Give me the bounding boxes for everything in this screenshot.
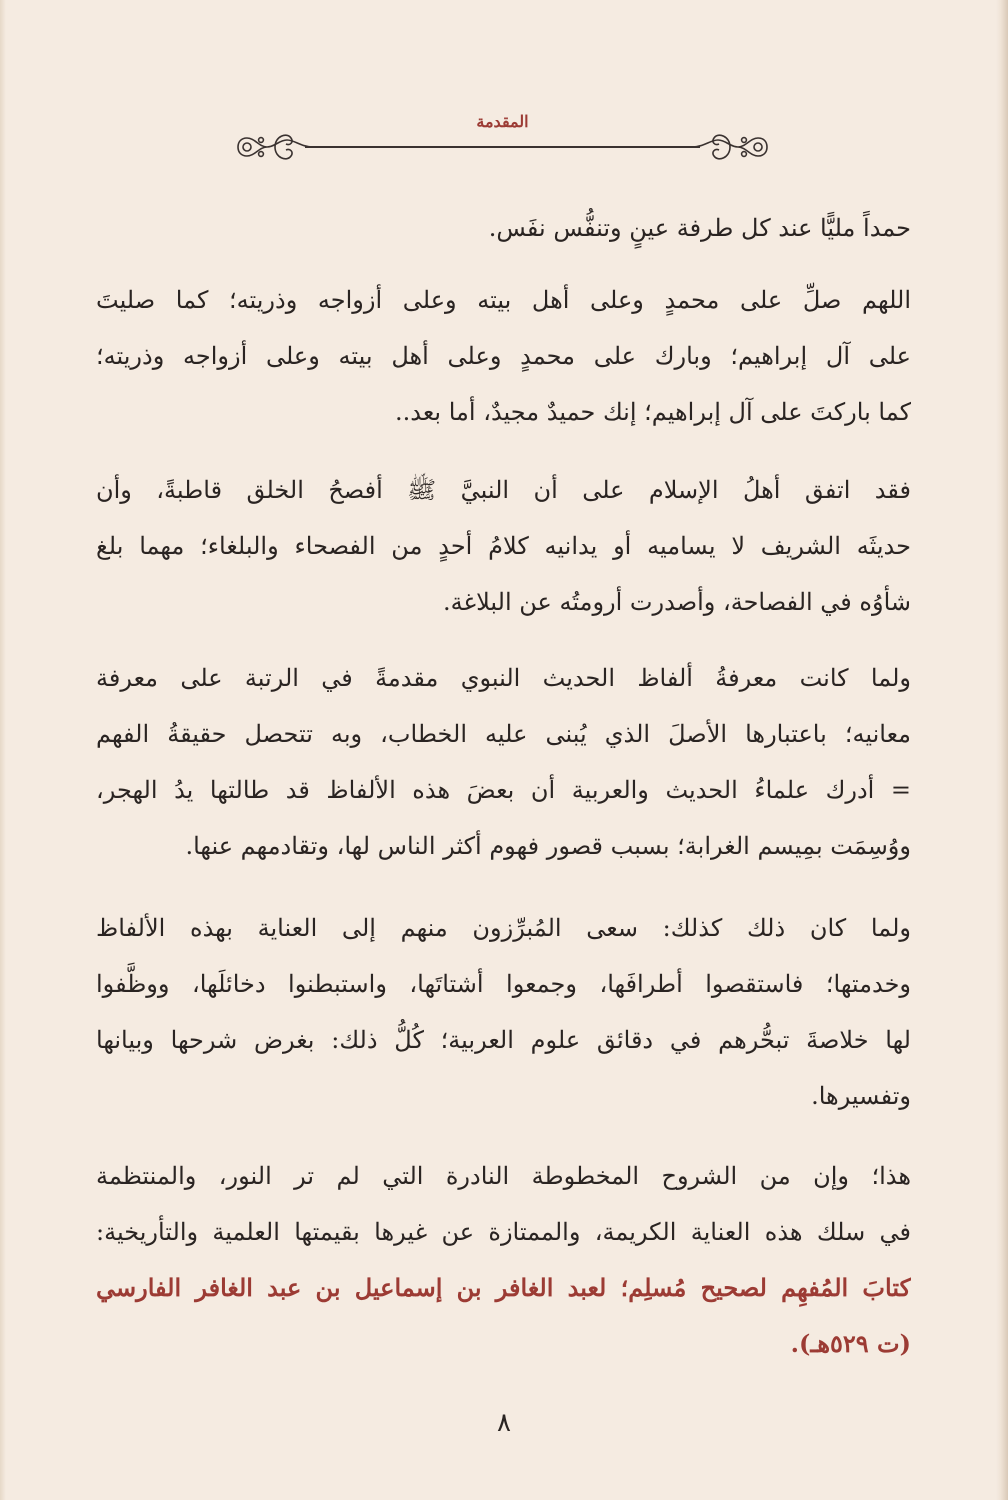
text-line: هذا؛ وإن من الشروح المخطوطة النادرة التي لم تر النور، والمنتظمة bbox=[96, 1162, 911, 1190]
paragraph bbox=[96, 650, 911, 874]
text-line: لها خلاصةَ تبحُّرهم في دقائق علوم العربية؛ كُلُّ ذلك: بغرض شرحها وبيانها bbox=[96, 1026, 911, 1054]
text-line: اللهم صلِّ على محمدٍ وعلى أهل بيته وعلى أزواجه وذريته؛ كما صليتَ bbox=[96, 286, 911, 314]
text-line: ووُسِمَت بمِيسم الغرابة؛ بسبب قصور فهوم أكثر الناس لها، وتقادمهم عنها. bbox=[185, 832, 911, 860]
paragraph bbox=[96, 200, 911, 256]
scroll-flourish-icon bbox=[690, 128, 770, 166]
text-line: وتفسيرها. bbox=[811, 1082, 911, 1110]
text-line: ولما كان ذلك كذلك: سعى المُبرِّزون منهم إلى العناية بهذه الألفاظ bbox=[96, 914, 911, 942]
text-line: حديثَه الشريف لا يساميه أو يدانيه كلامُ أحدٍ من الفصحاء والبلغاء؛ مهما بلغ bbox=[96, 532, 911, 560]
paragraph bbox=[96, 1148, 911, 1372]
page-title: المقدمة bbox=[476, 112, 529, 131]
text-line: شأوُه في الفصاحة، وأصدرت أرومتُه عن البلاغة. bbox=[443, 588, 911, 616]
paragraph bbox=[96, 900, 911, 1124]
text-line: على آل إبراهيم؛ وبارك على محمدٍ وعلى أهل بيته وعلى أزواجه وذريته؛ bbox=[96, 342, 911, 370]
text-line: حمداً مليًّا عند كل طرفة عينٍ وتنفُّس نفَس. bbox=[488, 214, 911, 242]
page-right-edge bbox=[996, 0, 1008, 1500]
text-line: فقد اتفق أهلُ الإسلام على أن النبيَّ ﷺ أفصحُ الخلق قاطبةً، وأن bbox=[96, 476, 911, 504]
text-line: ولما كانت معرفةُ ألفاظ الحديث النبوي مقدمةً في الرتبة على معرفة bbox=[96, 664, 911, 692]
text-line: معانيه؛ باعتبارها الأصلَ الذي يُبنى عليه الخطاب، وبه تتحصل حقيقةُ الفهم bbox=[96, 720, 911, 748]
scroll-flourish-icon bbox=[235, 128, 315, 166]
text-line: = أدرك علماءُ الحديث والعربية أن بعضَ هذه الألفاظ قد طالتها يدُ الهجر، bbox=[96, 776, 911, 804]
text-line: في سلك هذه العناية الكريمة، والممتازة عن غيرها بقيمتها العلمية والتأريخية: bbox=[96, 1218, 911, 1246]
page-left-edge bbox=[0, 0, 6, 1500]
header-rule bbox=[305, 146, 700, 148]
paragraph bbox=[96, 462, 911, 630]
running-header bbox=[235, 112, 770, 162]
paragraph bbox=[96, 272, 911, 440]
book-title-line: (ت ٥٢٩هـ). bbox=[790, 1329, 911, 1358]
text-line: وخدمتها؛ فاستقصوا أطرافَها، وجمعوا أشتاتَها، واستبطنوا دخائلَها، ووظَّفوا bbox=[96, 970, 911, 998]
book-title-line: كتابَ المُفهِم لصحيح مُسلِم؛ لعبد الغافر بن إسماعيل بن عبد الغافر الفارسي bbox=[96, 1273, 911, 1302]
text-line: كما باركتَ على آل إبراهيم؛ إنك حميدٌ مجيدٌ، أما بعد.. bbox=[395, 398, 911, 426]
page-number: ٨ bbox=[497, 1408, 511, 1438]
